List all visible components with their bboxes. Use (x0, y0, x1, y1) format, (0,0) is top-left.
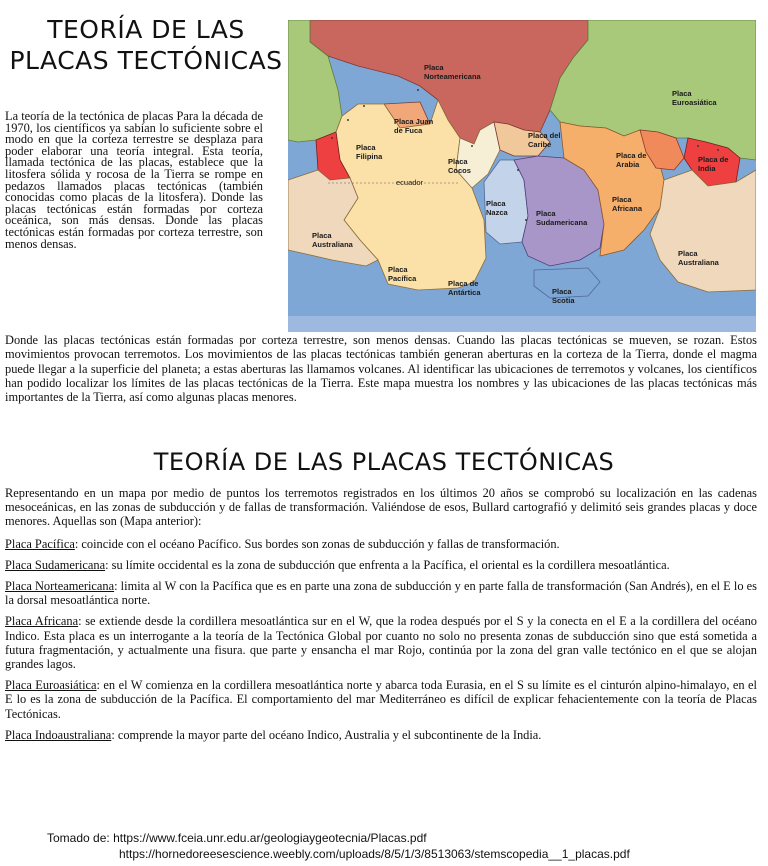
label-cocos: Placa Cocos (448, 157, 471, 175)
label-australiana-west: Placa Australiana (312, 231, 353, 249)
plate-text: : se extiende desde la cordillera mesoatlántica sur en el W, que la rodea después por el S y la conecta en el E a la cordillera del océano Indico. Esta placa es un interrogante a la teoría de la Tectónica Global por cuanto no solo no presenta zonas de subducción sino que está sometida a futura fragmentación, y actualmente una fisura. que parte y ensancha el mar Rojo, continúa por la zona del gran valle tectónico en el que se alojan grandes lagos. (5, 614, 758, 672)
plate-text: : en el W comienza en la cordillera mesoatlántica norte y abarca toda Eurasia, en el S su límite es el cinturón alpino-himalayo, en el E lo es la zona de subducción de la Pacífica. El comportamiento del mar Mediterráneo es difícil de explicar fehacientemente con la teoría de Placas Tectónicas. (5, 678, 757, 721)
tectonic-plates-map (288, 20, 756, 332)
plate-text: : limita al W con la Pacífica que es en parte una zona de subducción y en parte falla de transformación (San Andrés), en el E lo es la dorsal mesoatlántica norte. (5, 579, 757, 608)
label-juan-de-fuca: Placa Juan de Fuca (394, 117, 434, 135)
label-filipina: Placa Filipina (356, 143, 383, 161)
plate-text: : comprende la mayor parte del océano Indico, Australia y el subcontinente de la India. (111, 727, 542, 742)
plate-paragraph (5, 537, 757, 551)
source-link-1[interactable]: https://www.fceia.unr.edu.ar/geologiaygeotecnia/Placas.pdf (113, 831, 427, 845)
source-label: Tomado de: (47, 831, 110, 845)
plate-paragraph (5, 579, 757, 607)
plate-text: : su límite occidental es la zona de subducción que enfrenta a la Pacífica, el oriental es la cordillera mesoatlántica. (105, 557, 670, 572)
plate-name: Placa Sudamericana (5, 557, 106, 572)
source-link-2[interactable]: https://hornedoreesescience.weebly.com/uploads/8/5/1/3/8513063/stemscopedia__1_placas.pdf (119, 847, 630, 861)
plate-paragraph (5, 558, 757, 572)
label-australiana-east: Placa Australiana (678, 249, 719, 267)
plates-description (5, 486, 757, 749)
plate-name: Placa Pacífica (5, 536, 75, 551)
section-title: TEORÍA DE LAS PLACAS TECTÓNICAS (153, 448, 615, 476)
source-citation (47, 830, 630, 862)
plate-paragraph (5, 614, 757, 671)
label-india: Placa de India (698, 155, 729, 173)
label-arabia: Placa de Arabia (616, 151, 647, 169)
label-caribe: Placa del Caribe (528, 131, 561, 149)
intro-paragraph: La teoría de la tectónica de placas Para la década de 1970, los científicos ya sabían lo suficiente sobre el modo en que la corteza terrestre se desplaza para poder elaborar una teoría integral. Esta teoría, llamada tectónica de las placas, establece que la litosfera sólida y rocosa de la Tierra se rompe en pedazos llamados placas tectónicas (también conocidas como placas de la litosfera). Donde las placas tectónicas están formadas por corteza oceánica, son más densas. Donde las placas tectónicas están formadas por corteza terrestre, son menos densas. (5, 109, 263, 251)
label-scotia: Placa Scotia (552, 287, 575, 305)
label-sudamericana: Placa Sudamericana (536, 209, 588, 227)
plate-name: Placa Africana (5, 614, 79, 629)
label-pacifica: Placa Pacífica (388, 265, 417, 283)
plate-name: Placa Euroasiática (5, 678, 97, 693)
plate-paragraph (5, 678, 757, 721)
page-title: TEORÍA DE LAS PLACAS TECTÓNICAS (9, 15, 283, 75)
continuation-paragraph: Donde las placas tectónicas están formadas por corteza terrestre, son menos densas. Cuando las placas tectónicas se mueven, se rozan. Estos movimientos provocan terremotos. Los movimientos de las placas tectónicas también generan aberturas en la corteza de la Tierra, donde el magma puede llegar a la superficie del planeta; a estas aberturas las llamamos volcanes. Al identificar las ubicaciones de terremotos y volcanes, los científicos han podido localizar los límites de las placas tectónicas de la Tierra. Este mapa muestra los nombres y las ubicaciones de las placas tectónicas más importantes de la Tierra, así como algunas placas menores. (5, 333, 757, 405)
plate-name: Placa Indoaustraliana (5, 727, 112, 742)
plate-text: : coincide con el océano Pacífico. Sus bordes son zonas de subducción y fallas de transformación. (74, 536, 560, 551)
label-ecuador: ecuador (396, 178, 424, 187)
label-euroasiatica: Placa Euroasiática (672, 89, 717, 107)
plate-name: Placa Norteamericana (5, 579, 115, 594)
antarctica-land (288, 316, 756, 332)
label-antartica: Placa de Antártica (448, 279, 481, 297)
lead-paragraph: Representando en un mapa por medio de puntos los terremotos registrados en los últimos 20 años se comprobó su localización en las cadenas mesoceánicas, en las zonas de subducción y de fallas de transformación. Valiéndose de esos, Bullard cartografió y delimitó seis grandes placas y doce menores. Aquellas son (Mapa anterior): (5, 486, 757, 529)
label-norteamericana: Placa Norteamericana (424, 63, 481, 81)
label-africana: Placa Africana (612, 195, 643, 213)
label-nazca: Placa Nazca (486, 199, 508, 217)
plate-paragraph (5, 728, 757, 742)
